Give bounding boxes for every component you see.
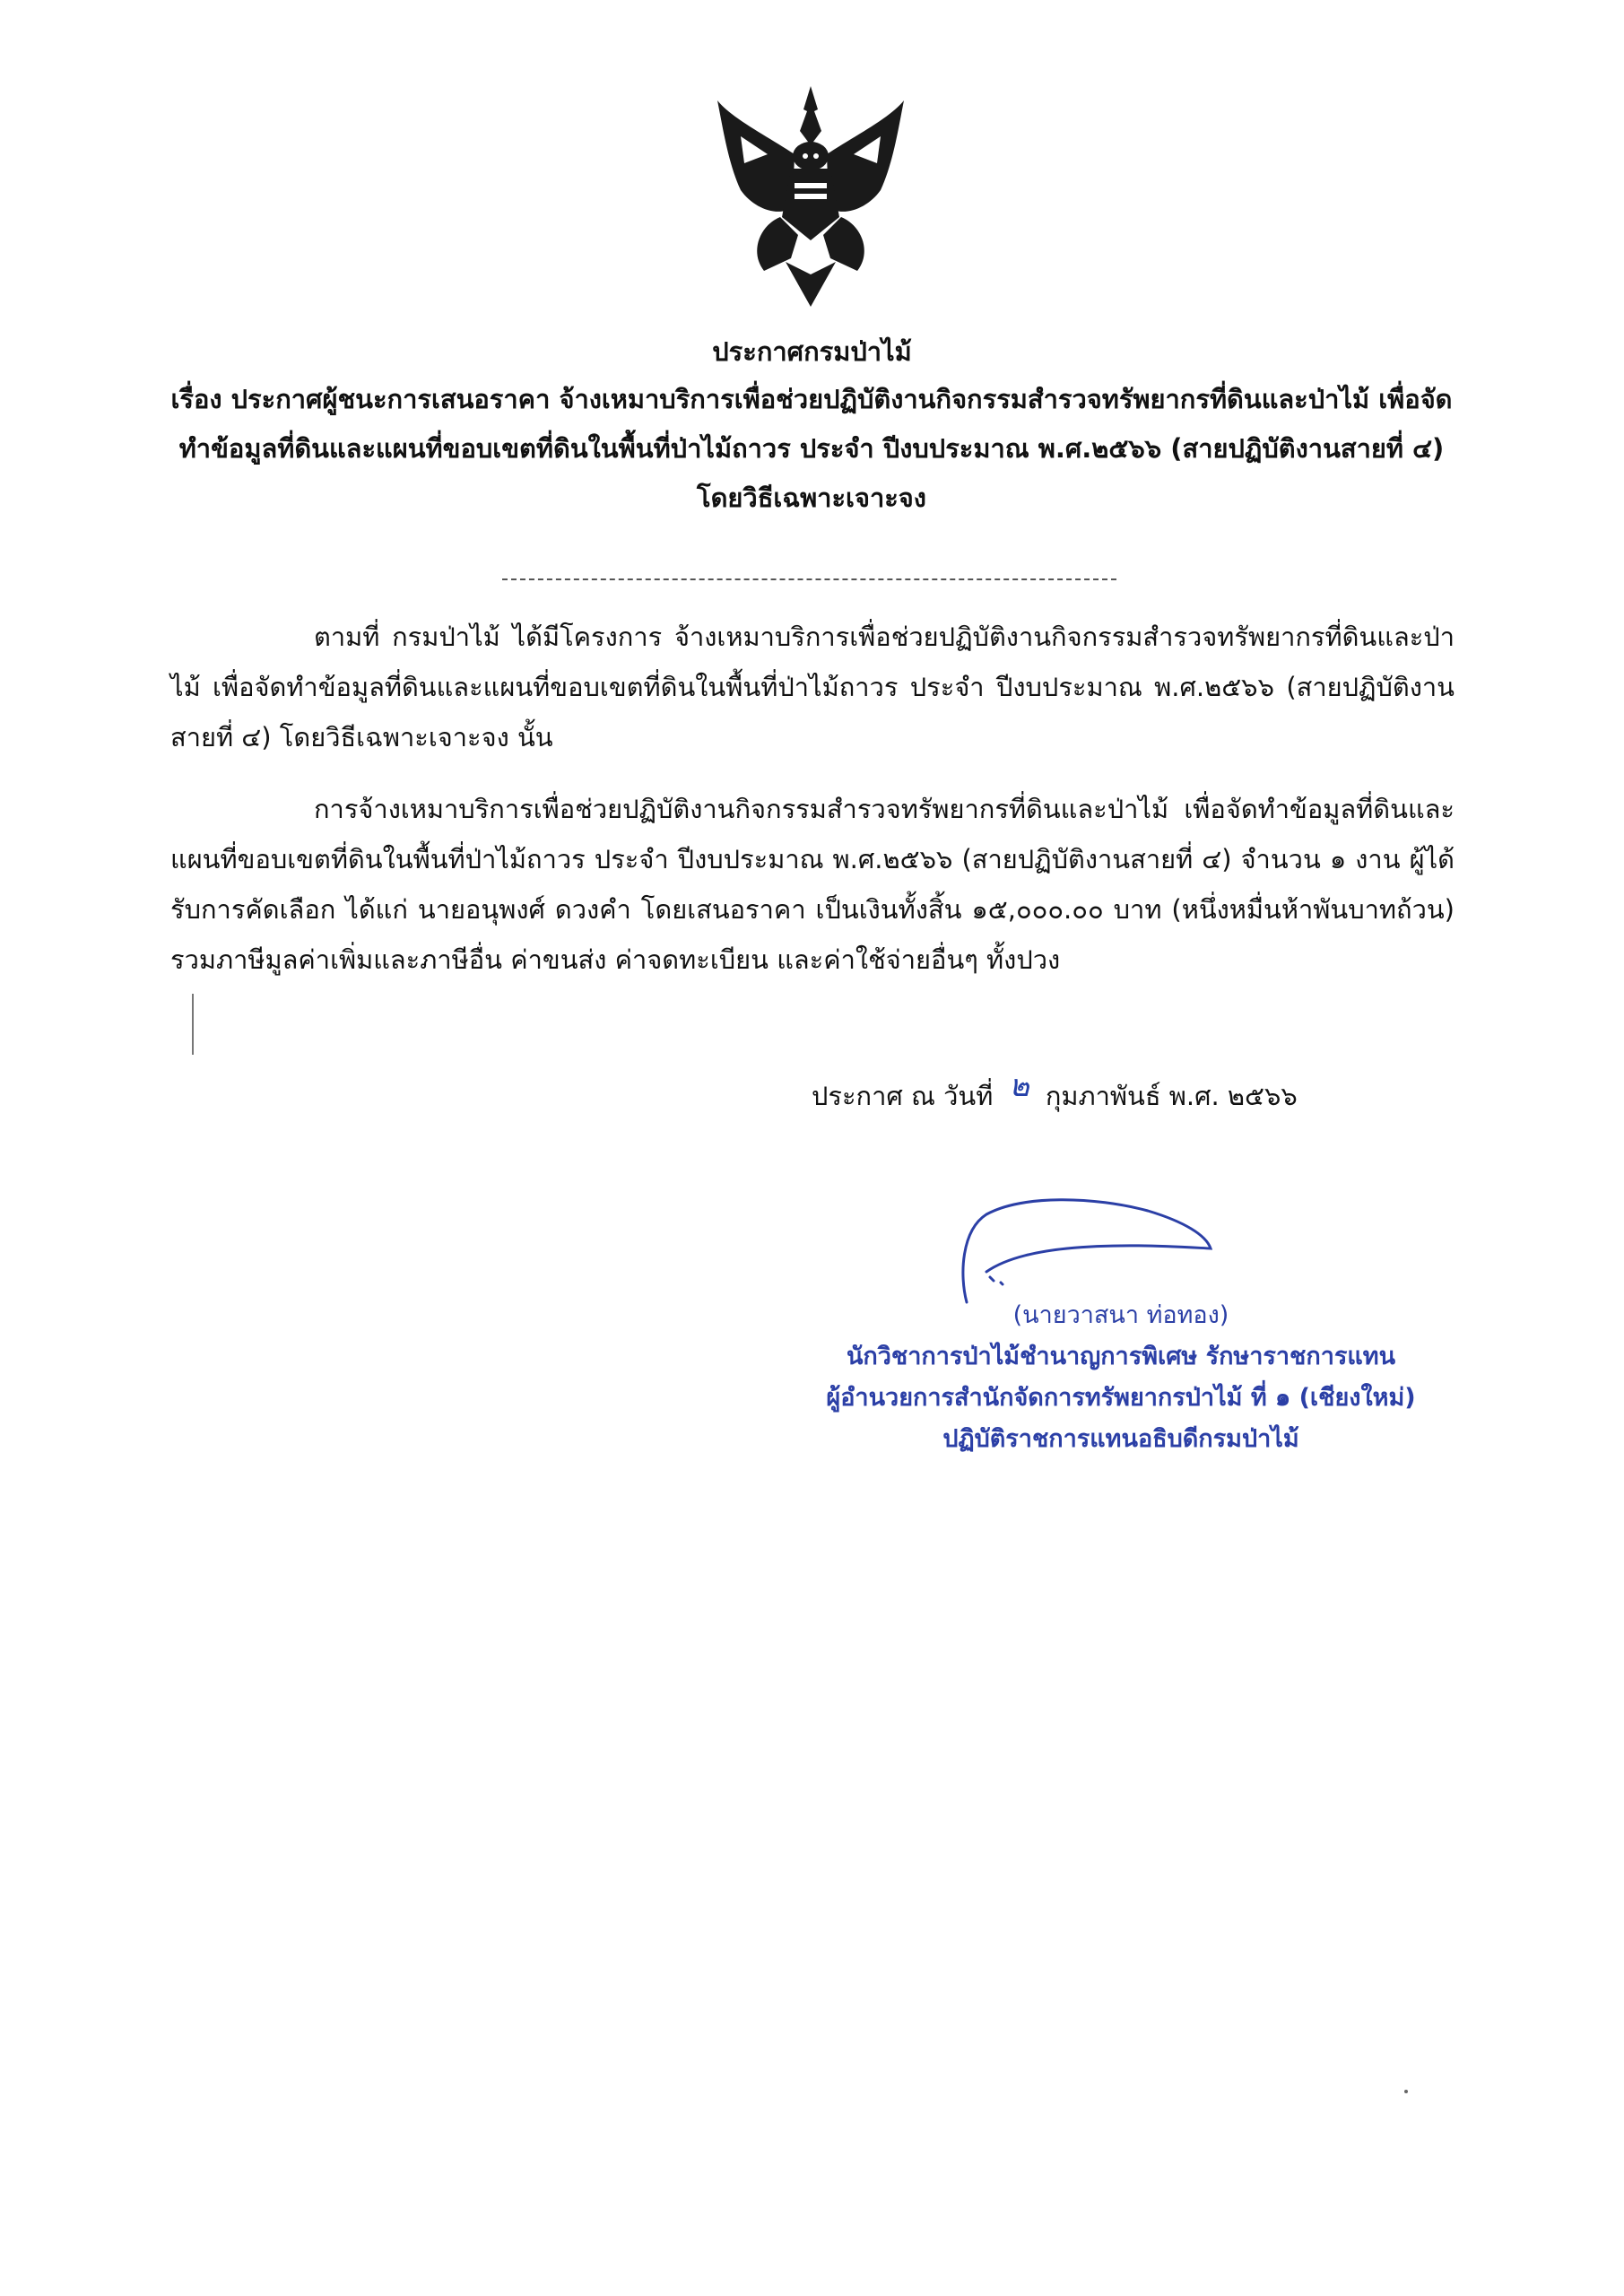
page-title: ประกาศกรมป่าไม้ — [712, 336, 912, 367]
date-day-handwritten: ๒ — [1009, 1070, 1029, 1103]
signatory-block — [699, 1295, 1542, 1460]
signatory-name: (นายวาสนา ท่อทอง) — [1012, 1301, 1229, 1329]
margin-mark — [192, 994, 194, 1055]
garuda-emblem-icon — [705, 83, 916, 309]
date-month-year: กุมภาพันธ์ พ.ศ. ๒๕๖๖ — [1045, 1081, 1298, 1111]
body-paragraph-2: การจ้างเหมาบริการเพื่อช่วยปฏิบัติงานกิจกรรมสำรวจทรัพยากรที่ดินและป่าไม้ เพื่อจัดทำข้อมูลที่ดินและแผนที่ขอบเขตที่ดินในพื้นที่ป่าไม้ถาวร ประจำ ปีงบประมาณ พ.ศ.๒๕๖๖ (สายปฏิบัติงานสายที่ ๔) จำนวน ๑ งาน ผู้ได้รับการคัดเลือก ได้แก่ นายอนุพงศ์ ดวงคำ โดยเสนอราคา เป็นเงินทั้งสิ้น ๑๕,๐๐๐.๐๐ บาท (หนึ่งหมื่นห้าพันบาทถ้วน) รวมภาษีมูลค่าเพิ่มและภาษีอื่น ค่าขนส่ง ค่าจดทะเบียน และค่าใช้จ่ายอื่นๆ ทั้งปวง — [170, 794, 1455, 975]
announcement-date — [812, 1071, 1298, 1121]
scan-speck — [1404, 2090, 1408, 2093]
signatory-position-3: ปฏิบัติราชการแทนอธิบดีกรมป่าไม้ — [942, 1425, 1299, 1453]
document-subject: เรื่อง ประกาศผู้ชนะการเสนอราคา จ้างเหมาบริการเพื่อช่วยปฏิบัติงานกิจกรรมสำรวจทรัพยากรที่ดินและป่าไม้ เพื่อจัดทำข้อมูลที่ดินและแผนที่ขอบเขตที่ดินในพื้นที่ป่าไม้ถาวร ประจำ ปีงบประมาณ พ.ศ.๒๕๖๖ (สายปฏิบัติงานสายที่ ๔) โดยวิธีเฉพาะเจาะจง — [170, 384, 1453, 513]
signatory-position-1: นักวิชาการป่าไม้ชำนาญการพิเศษ รักษาราชการแทน — [846, 1343, 1396, 1370]
signature — [951, 1195, 1220, 1311]
divider — [502, 578, 1116, 580]
body-paragraph-1: ตามที่ กรมป่าไม้ ได้มีโครงการ จ้างเหมาบริการเพื่อช่วยปฏิบัติงานกิจกรรมสำรวจทรัพยากรที่ดินและป่าไม้ เพื่อจัดทำข้อมูลที่ดินและแผนที่ขอบเขตที่ดินในพื้นที่ป่าไม้ถาวร ประจำ ปีงบประมาณ พ.ศ.๒๕๖๖ (สายปฏิบัติงานสายที่ ๔) โดยวิธีเฉพาะเจาะจง นั้น — [170, 622, 1455, 752]
date-prefix: ประกาศ ณ วันที่ — [812, 1081, 994, 1111]
signatory-position-2: ผู้อำนวยการสำนักจัดการทรัพยากรป่าไม้ ที่ ๑ (เชียงใหม่) — [826, 1384, 1416, 1412]
